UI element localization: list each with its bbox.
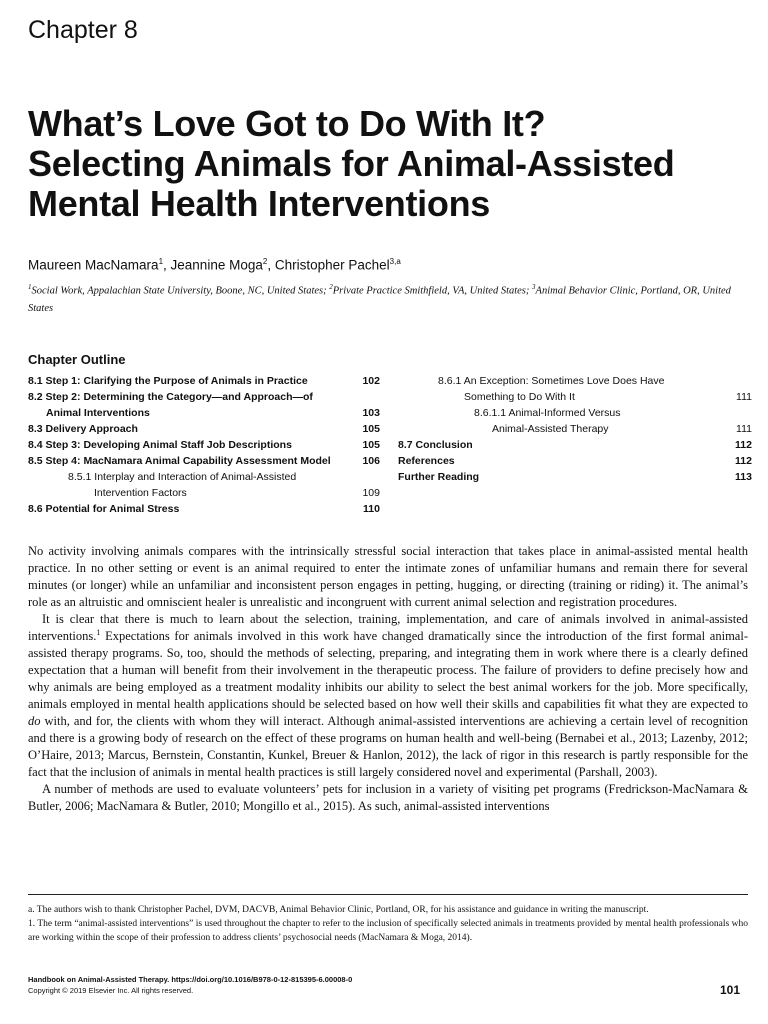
footnote: a. The authors wish to thank Christopher Pachel, DVM, DACVB, Animal Behavior Clinic, Portland, OR, for his assistance and guidance in writing the manuscript. bbox=[28, 905, 649, 915]
body-text-run: with, and for, the clients with whom they will interact. Although animal-assisted interventions are achieving a certain level of recognition and there is a growing body of research on the effect of these programs on human health and well-being (Bernabei et al., 2013; Lazenby, 2012; O’Haire, 2013; Marcus, Bernstein, Constantin, Kunkel, Breuer & Hanlon, 2012), the lack of rigor in this research is partly responsible for the fact that the inclusion of animals in mental health practices is still largely considered novel and experimental (Parshall, 2003). bbox=[28, 714, 748, 779]
outline-entry-title: 8.7 Conclusion bbox=[398, 439, 473, 451]
outline-entry-title: Animal Interventions bbox=[46, 407, 150, 419]
book-reference: Handbook on Animal-Assisted Therapy. https://doi.org/10.1016/B978-0-12-815395-6.00008-0 bbox=[28, 975, 353, 984]
footnote: 1. The term “animal-assisted interventions” is used throughout the chapter to refer to the inclusion of specifically selected animals in treatments provided by mental health professionals who are working within the scope of their profession to address clients’ psychosocial needs (MacNamara & Moga, 2014). bbox=[28, 919, 748, 943]
body-text-run: It is clear that there is much to learn about the selection, training, implementation, and care of animals involved in animal-assisted interventions. bbox=[28, 612, 748, 643]
body-paragraph: No activity involving animals compares with the intrinsically stressful social interaction that takes place in animal-assisted mental health practice. In no other setting or event is an animal required to enter the intimate zones of unfamiliar humans and remain there for several minutes (or longer) while an unfamiliar and inconsistent person engages in petting, hugging, or directing (training or riding) it. The animal’s role as an altruistic and omniscient healer is unrealistic and incongruent with current animal selection and registration procedures. bbox=[28, 544, 748, 609]
title-line: What’s Love Got to Do With It? bbox=[28, 103, 546, 144]
title-line: Selecting Animals for Animal-Assisted bbox=[28, 143, 675, 184]
outline-entry-page: 105 bbox=[362, 423, 380, 435]
outline-entry-page: 112 bbox=[735, 455, 752, 467]
outline-entry bbox=[28, 437, 380, 453]
outline-entry bbox=[398, 453, 752, 469]
footnotes bbox=[28, 903, 748, 945]
affiliation-text: Social Work, Appalachian State University, Boone, NC, United States; bbox=[31, 285, 330, 297]
copyright-notice: Copyright © 2019 Elsevier Inc. All rights reserved. bbox=[28, 986, 194, 995]
affiliation-text: Private Practice Smithfield, VA, United States; bbox=[332, 285, 533, 297]
outline-entry bbox=[28, 501, 380, 517]
outline-entry-title: 8.5.1 Interplay and Interaction of Animal-Assisted bbox=[68, 471, 297, 483]
affiliation-text: Animal Behavior Clinic, Portland, OR, United States bbox=[28, 285, 731, 314]
outline-entry-title: 8.3 Delivery Approach bbox=[28, 423, 138, 435]
outline-entry-title: 8.5 Step 4: MacNamara Animal Capability Assessment Model bbox=[28, 455, 331, 467]
author-name: Christopher Pachel bbox=[274, 257, 390, 273]
title-line: Mental Health Interventions bbox=[28, 183, 490, 224]
outline-entry-title: 8.2 Step 2: Determining the Category—and Approach—of bbox=[28, 391, 313, 403]
body-paragraph: A number of methods are used to evaluate volunteers’ pets for inclusion in a variety of visiting pet programs (Fredrickson-MacNamara & Butler, 2006; MacNamara & Butler, 2010; Mongillo et al., 2015). As such, animal-assisted interventions bbox=[28, 782, 748, 813]
outline-entry-title: 8.6 Potential for Animal Stress bbox=[28, 503, 180, 515]
outline-entry-title: 8.4 Step 3: Developing Animal Staff Job Descriptions bbox=[28, 439, 292, 451]
outline-entry bbox=[398, 437, 752, 453]
author-affiliation-mark: 3,a bbox=[389, 257, 401, 266]
author-affiliation-mark: 2 bbox=[262, 257, 268, 266]
emphasis: do bbox=[28, 714, 41, 728]
book-info bbox=[28, 974, 352, 996]
footnote-divider bbox=[28, 894, 748, 895]
outline-entry-page: 102 bbox=[362, 375, 380, 387]
chapter-outline-left-column bbox=[28, 373, 380, 517]
outline-entry bbox=[28, 469, 380, 501]
outline-entry-title: Further Reading bbox=[398, 471, 480, 483]
outline-entry-title: 8.6.1.1 Animal-Informed Versus bbox=[474, 407, 621, 419]
outline-entry-title: 8.6.1 An Exception: Sometimes Love Does Have bbox=[438, 375, 665, 387]
author-name: Maureen MacNamara bbox=[28, 257, 159, 273]
affiliation-mark: 2 bbox=[329, 283, 333, 291]
affiliations bbox=[28, 279, 748, 317]
outline-entry bbox=[398, 405, 752, 437]
chapter-outline-right-column bbox=[398, 373, 752, 485]
chapter-label: Chapter 8 bbox=[28, 16, 138, 44]
footnote-ref: 1 bbox=[96, 627, 101, 637]
page-number: 101 bbox=[719, 983, 740, 997]
outline-entry-page: 109 bbox=[362, 487, 380, 499]
outline-entry-title: Animal-Assisted Therapy bbox=[492, 423, 609, 435]
outline-entry-page: 106 bbox=[362, 455, 380, 467]
affiliation-mark: 3 bbox=[532, 283, 536, 291]
outline-entry bbox=[28, 453, 380, 469]
outline-entry-page: 112 bbox=[735, 439, 752, 451]
outline-entry-page: 105 bbox=[362, 439, 380, 451]
outline-entry-page: 111 bbox=[736, 391, 752, 403]
outline-entry-page: 111 bbox=[736, 423, 752, 435]
outline-entry-page: 113 bbox=[735, 471, 752, 483]
chapter-title bbox=[28, 104, 748, 224]
outline-entry bbox=[28, 389, 380, 421]
body-text-run: Expectations for animals involved in this work have changed dramatically since the introduction of the first formal animal-assisted therapy programs. So, too, should the methods of selecting, preparing, and integrating them in work where there is a clearly defined expectation that a human will benefit from their involvement in the therapeutic process. The failure of providers to define precisely how and why animals are being employed as a treatment modality inhibits our ability to select the best animal workers for the job. More specifically, animals employed in mental health applications should be selected based on how well their skills and capabilities fit what they are expected to bbox=[28, 629, 748, 711]
affiliation-mark: 1 bbox=[28, 283, 32, 291]
body-text bbox=[28, 543, 748, 815]
outline-entry-page: 103 bbox=[362, 407, 380, 419]
chapter-outline-heading: Chapter Outline bbox=[28, 352, 126, 367]
outline-entry-title: 8.1 Step 1: Clarifying the Purpose of Animals in Practice bbox=[28, 375, 308, 387]
outline-entry-title: References bbox=[398, 455, 455, 467]
outline-entry bbox=[398, 469, 752, 485]
outline-entry-title: Something to Do With It bbox=[464, 391, 575, 403]
outline-entry-page: 110 bbox=[363, 503, 380, 515]
author-name: Jeannine Moga bbox=[170, 257, 263, 273]
author-list: Maureen MacNamara$^1$, Jeannine Moga$^2$, Christopher Pachel$^{3,a}$ bbox=[28, 257, 401, 273]
outline-entry bbox=[28, 421, 380, 437]
outline-entry-title: Intervention Factors bbox=[94, 487, 187, 499]
outline-entry bbox=[398, 373, 752, 405]
author-affiliation-mark: 1 bbox=[158, 257, 164, 266]
body-paragraph bbox=[28, 611, 748, 781]
outline-entry bbox=[28, 373, 380, 389]
